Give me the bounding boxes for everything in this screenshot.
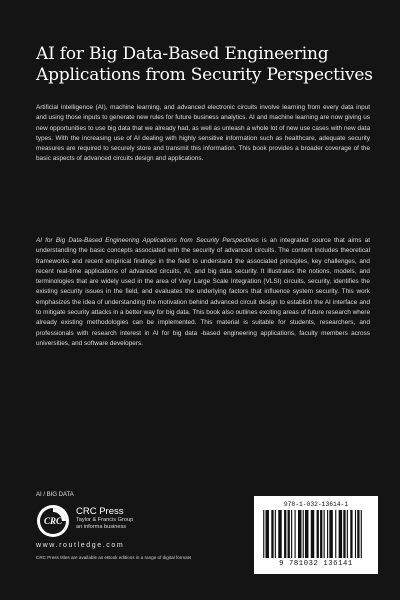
isbn-barcode: [254, 496, 378, 574]
subject-category: AI / BIG DATA: [36, 492, 74, 498]
publisher-parent: an informa business: [76, 524, 127, 530]
description-paragraph-2: [36, 236, 370, 349]
isbn-number: 978-1-032-13614-1: [283, 501, 349, 508]
ebook-note: CRC Press titles are available as eBook editions in a range of digital formats: [36, 555, 192, 560]
description-paragraph-1: Artificial intelligence (AI), machine learning, and advanced electronic circuits involve learning from every data input and using those inputs to generate new rules for future business analytics. AI and machine learning are now giving us new opportunities to use big data that we already had, as well as unleash a whole lot of new use cases with new data types. With the increasing use of AI dealing with highly sensitive information such as healthcare, adequate security measures are required to securely store and transmit this information. This book provides a broader coverage of the basic aspects of advanced circuits design and applications.: [36, 104, 370, 163]
crc-press-logo-icon: [36, 504, 70, 538]
publisher-website: www.routledge.com: [36, 542, 125, 549]
publisher-name: CRC Press: [76, 506, 124, 517]
barcode-digits: 9 781032 136141: [279, 560, 353, 568]
logo-text: CRC: [43, 516, 63, 526]
book-title: AI for Big Data-Based Engineering Applications from Security Perspectives: [36, 44, 373, 85]
publisher-block: [76, 506, 133, 531]
barcode-bars-icon: [262, 510, 370, 558]
publisher-group: Taylor & Francis Group: [76, 517, 134, 523]
paragraph-2-title-reference: AI for Big Data-Based Engineering Applications from Security Perspectives: [36, 237, 259, 244]
paragraph-2-body: is an integrated source that aims at understanding the basic concepts associated with the security of advanced circuits. The content includes theoretical frameworks and recent empirical findings in the field to understand the associated principles, key challenges, and recent real-time applications of advanced circuits, AI, and big data security. It illustrates the notions, models, and terminologies that are widely used in the area of Very Large Scale Integration (VLSI) circuits, security, identifies the existing security issues in the field, and evaluates the underlying factors that influence system security. This work emphasizes the idea of understanding the motivation behind advanced circuit design to establish the AI interface and to mitigate security attacks in a better way for big data. This book also outlines exciting areas of future research where already existing methodologies can be implemented. This material is suitable for students, researchers, and professionals with research interest in AI for big data -based engineering applications, faculty members across universities, and software developers.: [36, 237, 370, 347]
